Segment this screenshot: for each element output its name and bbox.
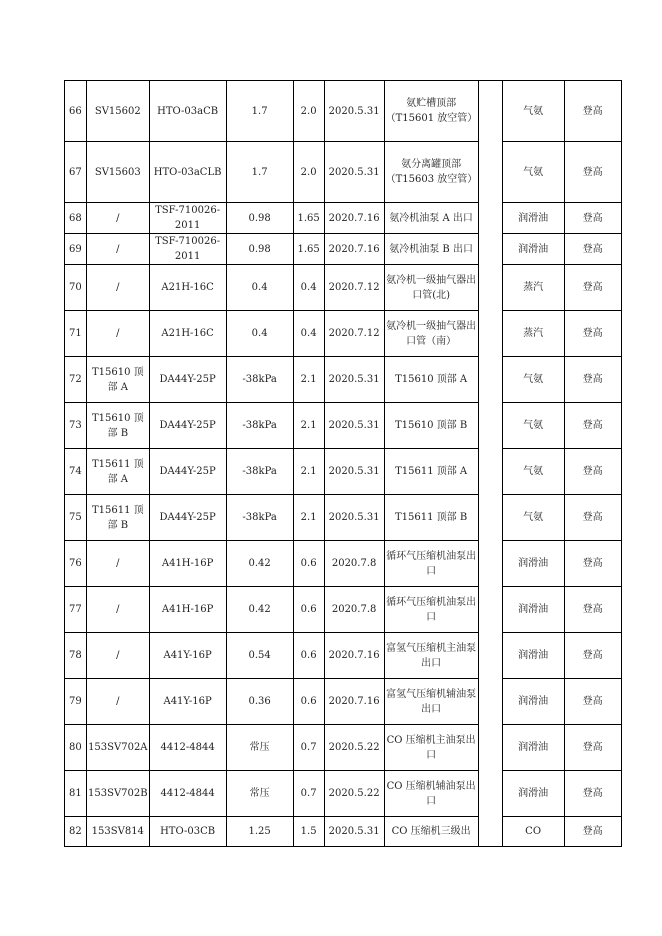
- table-row: [65, 633, 622, 679]
- medium: 润滑油: [502, 725, 564, 771]
- medium: 润滑油: [502, 541, 564, 587]
- medium: 蒸汽: [502, 265, 564, 311]
- check-date: 2020.5.31: [324, 357, 384, 403]
- valve-model: DA44Y-25P: [149, 449, 226, 495]
- tag-number: /: [87, 265, 150, 311]
- medium: CO: [502, 817, 564, 847]
- tag-number: /: [87, 679, 150, 725]
- valve-model: TSF-710026-2011: [149, 234, 226, 265]
- remark: 登高: [564, 265, 621, 311]
- valve-model: DA44Y-25P: [149, 495, 226, 541]
- remark: 登高: [564, 587, 621, 633]
- check-date: 2020.5.31: [324, 449, 384, 495]
- tag-number: /: [87, 587, 150, 633]
- tag-number: /: [87, 541, 150, 587]
- row-number: 67: [65, 142, 87, 203]
- remark: 登高: [564, 817, 621, 847]
- tag-number: 153SV702B: [87, 771, 150, 817]
- row-number: 68: [65, 203, 87, 234]
- table-row: [65, 357, 622, 403]
- design-pressure: 2.1: [293, 403, 324, 449]
- install-location: 氨分离罐顶部（T15603 放空管）: [384, 142, 478, 203]
- design-pressure: 2.0: [293, 81, 324, 142]
- tag-number: T15610 顶部 A: [87, 357, 150, 403]
- install-location: 富氢气压缩机主油泵出口: [384, 633, 478, 679]
- set-pressure: 1.7: [226, 142, 293, 203]
- set-pressure: 1.7: [226, 81, 293, 142]
- remark: 登高: [564, 633, 621, 679]
- medium: 润滑油: [502, 679, 564, 725]
- medium: 气氨: [502, 495, 564, 541]
- remark: 登高: [564, 203, 621, 234]
- install-location: T15610 顶部 B: [384, 403, 478, 449]
- install-location: T15611 顶部 A: [384, 449, 478, 495]
- remark: 登高: [564, 771, 621, 817]
- row-number: 79: [65, 679, 87, 725]
- valve-model: HTO-03aCB: [149, 81, 226, 142]
- tag-number: SV15603: [87, 142, 150, 203]
- install-location: 循环气压缩机油泵出口: [384, 587, 478, 633]
- tag-number: SV15602: [87, 81, 150, 142]
- medium: 蒸汽: [502, 311, 564, 357]
- design-pressure: 0.7: [293, 771, 324, 817]
- install-location: 氨冷机一级抽气器出口管（南）: [384, 311, 478, 357]
- check-date: 2020.5.31: [324, 495, 384, 541]
- set-pressure: 0.36: [226, 679, 293, 725]
- medium: 气氨: [502, 142, 564, 203]
- check-date: 2020.7.8: [324, 541, 384, 587]
- design-pressure: 0.6: [293, 679, 324, 725]
- set-pressure: -38kPa: [226, 403, 293, 449]
- medium: 润滑油: [502, 587, 564, 633]
- row-number: 69: [65, 234, 87, 265]
- valve-model: A41Y-16P: [149, 679, 226, 725]
- medium: 润滑油: [502, 633, 564, 679]
- table-row: [65, 234, 622, 265]
- empty-merged-column: [478, 81, 502, 847]
- medium: 气氨: [502, 403, 564, 449]
- row-number: 76: [65, 541, 87, 587]
- remark: 登高: [564, 81, 621, 142]
- table-row: [65, 81, 622, 142]
- design-pressure: 1.65: [293, 203, 324, 234]
- remark: 登高: [564, 725, 621, 771]
- row-number: 81: [65, 771, 87, 817]
- design-pressure: 2.1: [293, 495, 324, 541]
- row-number: 71: [65, 311, 87, 357]
- valve-model: HTO-03aCLB: [149, 142, 226, 203]
- remark: 登高: [564, 234, 621, 265]
- row-number: 74: [65, 449, 87, 495]
- check-date: 2020.7.16: [324, 203, 384, 234]
- check-date: 2020.7.8: [324, 587, 384, 633]
- design-pressure: 0.6: [293, 587, 324, 633]
- tag-number: T15610 顶部 B: [87, 403, 150, 449]
- set-pressure: 0.42: [226, 587, 293, 633]
- design-pressure: 0.6: [293, 633, 324, 679]
- table-row: [65, 203, 622, 234]
- set-pressure: 0.98: [226, 203, 293, 234]
- valve-model: A21H-16C: [149, 265, 226, 311]
- check-date: 2020.7.16: [324, 633, 384, 679]
- valve-model: 4412-4844: [149, 725, 226, 771]
- row-number: 82: [65, 817, 87, 847]
- row-number: 73: [65, 403, 87, 449]
- tag-number: T15611 顶部 B: [87, 495, 150, 541]
- tag-number: /: [87, 633, 150, 679]
- check-date: 2020.7.12: [324, 265, 384, 311]
- set-pressure: -38kPa: [226, 357, 293, 403]
- table-row: [65, 587, 622, 633]
- table-row: [65, 725, 622, 771]
- row-number: 77: [65, 587, 87, 633]
- install-location: 氨冷机一级抽气器出口管(北): [384, 265, 478, 311]
- table-row: [65, 495, 622, 541]
- row-number: 66: [65, 81, 87, 142]
- remark: 登高: [564, 495, 621, 541]
- install-location: T15611 顶部 B: [384, 495, 478, 541]
- design-pressure: 0.4: [293, 311, 324, 357]
- table-row: [65, 449, 622, 495]
- install-location: 氨贮槽顶部（T15601 放空管）: [384, 81, 478, 142]
- valve-model: 4412-4844: [149, 771, 226, 817]
- check-date: 2020.7.16: [324, 679, 384, 725]
- set-pressure: 0.98: [226, 234, 293, 265]
- set-pressure: 常压: [226, 725, 293, 771]
- design-pressure: 0.6: [293, 541, 324, 587]
- valve-table: [64, 80, 622, 847]
- valve-model: TSF-710026-2011: [149, 203, 226, 234]
- valve-model: A41H-16P: [149, 541, 226, 587]
- design-pressure: 1.5: [293, 817, 324, 847]
- row-number: 80: [65, 725, 87, 771]
- valve-model: A41H-16P: [149, 587, 226, 633]
- tag-number: /: [87, 203, 150, 234]
- check-date: 2020.5.22: [324, 725, 384, 771]
- check-date: 2020.5.22: [324, 771, 384, 817]
- tag-number: T15611 顶部 A: [87, 449, 150, 495]
- medium: 润滑油: [502, 203, 564, 234]
- table-row: [65, 265, 622, 311]
- remark: 登高: [564, 142, 621, 203]
- tag-number: 153SV702A: [87, 725, 150, 771]
- tag-number: /: [87, 234, 150, 265]
- design-pressure: 2.1: [293, 357, 324, 403]
- medium: 润滑油: [502, 771, 564, 817]
- check-date: 2020.7.12: [324, 311, 384, 357]
- install-location: 氨冷机油泵 A 出口: [384, 203, 478, 234]
- check-date: 2020.7.16: [324, 234, 384, 265]
- table-row: [65, 679, 622, 725]
- set-pressure: 0.42: [226, 541, 293, 587]
- valve-model: HTO-03CB: [149, 817, 226, 847]
- check-date: 2020.5.31: [324, 817, 384, 847]
- row-number: 72: [65, 357, 87, 403]
- design-pressure: 2.0: [293, 142, 324, 203]
- table-row: [65, 541, 622, 587]
- install-location: 氨冷机油泵 B 出口: [384, 234, 478, 265]
- table-row: [65, 771, 622, 817]
- valve-model: DA44Y-25P: [149, 357, 226, 403]
- remark: 登高: [564, 679, 621, 725]
- check-date: 2020.5.31: [324, 403, 384, 449]
- medium: 气氨: [502, 357, 564, 403]
- table-row: [65, 142, 622, 203]
- valve-model: A21H-16C: [149, 311, 226, 357]
- row-number: 70: [65, 265, 87, 311]
- install-location: T15610 顶部 A: [384, 357, 478, 403]
- design-pressure: 2.1: [293, 449, 324, 495]
- set-pressure: 1.25: [226, 817, 293, 847]
- table-row: [65, 311, 622, 357]
- valve-model: A41Y-16P: [149, 633, 226, 679]
- design-pressure: 0.7: [293, 725, 324, 771]
- tag-number: 153SV814: [87, 817, 150, 847]
- remark: 登高: [564, 311, 621, 357]
- medium: 润滑油: [502, 234, 564, 265]
- check-date: 2020.5.31: [324, 142, 384, 203]
- install-location: CO 压缩机主油泵出口: [384, 725, 478, 771]
- remark: 登高: [564, 449, 621, 495]
- set-pressure: 0.54: [226, 633, 293, 679]
- set-pressure: 0.4: [226, 311, 293, 357]
- set-pressure: 常压: [226, 771, 293, 817]
- design-pressure: 1.65: [293, 234, 324, 265]
- install-location: 循环气压缩机油泵出口: [384, 541, 478, 587]
- set-pressure: 0.4: [226, 265, 293, 311]
- remark: 登高: [564, 541, 621, 587]
- table-row: [65, 817, 622, 847]
- medium: 气氨: [502, 449, 564, 495]
- row-number: 75: [65, 495, 87, 541]
- install-location: CO 压缩机三级出: [384, 817, 478, 847]
- medium: 气氨: [502, 81, 564, 142]
- tag-number: /: [87, 311, 150, 357]
- valve-model: DA44Y-25P: [149, 403, 226, 449]
- design-pressure: 0.4: [293, 265, 324, 311]
- check-date: 2020.5.31: [324, 81, 384, 142]
- install-location: CO 压缩机辅油泵出口: [384, 771, 478, 817]
- set-pressure: -38kPa: [226, 495, 293, 541]
- install-location: 富氢气压缩机辅油泵出口: [384, 679, 478, 725]
- row-number: 78: [65, 633, 87, 679]
- remark: 登高: [564, 403, 621, 449]
- set-pressure: -38kPa: [226, 449, 293, 495]
- table-row: [65, 403, 622, 449]
- remark: 登高: [564, 357, 621, 403]
